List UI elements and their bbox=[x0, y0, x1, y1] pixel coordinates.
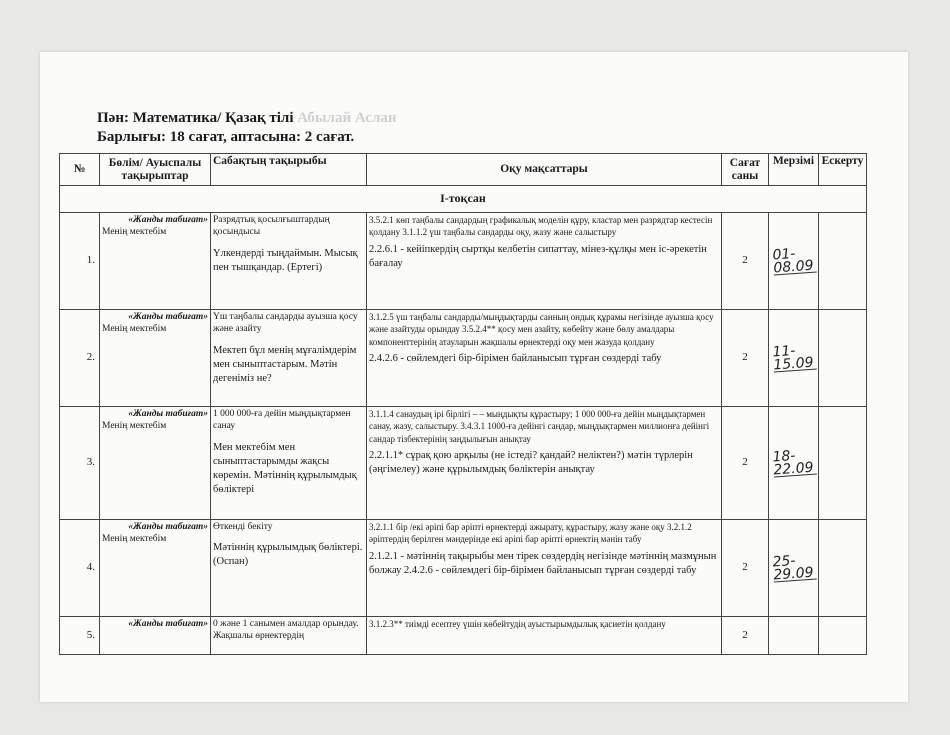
section-subtitle: Менің мектебім bbox=[102, 534, 167, 544]
math-topic: 1 000 000-ға дейін мыңдықтармен санау bbox=[213, 408, 351, 431]
notes-cell bbox=[819, 519, 867, 616]
math-objectives: 3.5.2.1 көп таңбалы сандардың графикалық моделін құру, кластар мен разрядтар кестесін қолдану 3.1.1.2 үш таңбалы сандарды оқу, жазу және салыстыру bbox=[369, 214, 713, 237]
handwritten-date: 25-29.09 bbox=[772, 553, 817, 582]
col-section: Бөлім/ Ауыспалы тақырыптар bbox=[100, 154, 211, 186]
table-row bbox=[60, 519, 867, 616]
language-objectives: 2.1.2.1 - мәтіннің тақырыбы мен тірек сөздердің негізінде мәтіннің мазмұнын болжау 2.4.2.6 - сөйлемдегі бір-бірімен байланысып тұрған сөздерді табу bbox=[369, 550, 717, 576]
math-objectives: 3.1.1.4 санаудың ірі бірлігі – – мыңдықты құрастыру; 1 000 000-ға дейін мыңдықтармен санау, жазу, салыстыру. 3.4.3.1 1000-ға дейінгі сандар, мыңдықтармен миллионға дейінгі сандар тізбектерінің заңдылығын анықтау bbox=[369, 408, 710, 444]
term-row bbox=[60, 186, 867, 213]
row-number: 2. bbox=[60, 309, 100, 406]
hours-cell: 2 bbox=[722, 212, 769, 309]
language-topic: Мәтіннің құрылымдық бөліктері.(Оспан) bbox=[213, 542, 363, 567]
language-topic: Мен мектебім мен сыныптастарымды жақсы көремін. Мәтіннің құрылымдық бөліктері bbox=[213, 441, 357, 495]
section-cell bbox=[100, 406, 211, 519]
language-topic: Мектеп бұл менің мұғалімдерім мен сыныптастарым. Мәтін дегеніміз не? bbox=[213, 344, 357, 384]
section-cell bbox=[100, 616, 211, 654]
teacher-name: Абылай Аслан bbox=[297, 110, 397, 126]
math-topic: Өткенді бекіту bbox=[213, 521, 273, 532]
topic-cell bbox=[211, 309, 367, 406]
col-objectives: Оқу мақсаттары bbox=[367, 154, 722, 186]
deadline-cell bbox=[769, 212, 819, 309]
document-header bbox=[97, 109, 397, 147]
col-topic: Сабақтың тақырыбы bbox=[211, 154, 367, 186]
deadline-cell bbox=[769, 519, 819, 616]
language-objectives: 2.2.1.1* сұрақ қою арқылы (не істеді? қандай? неліктен?) мәтін түрлерін (әңгімелеу) және құрылымдық бөліктерін анықтау bbox=[369, 450, 693, 475]
section-subtitle: Менің мектебім bbox=[102, 324, 167, 334]
notes-cell bbox=[819, 212, 867, 309]
totals-line: Барлығы: 18 сағат, аптасына: 2 сағат. bbox=[97, 129, 355, 145]
math-topic: Разрядтық қосылғыштардың қосындысы bbox=[213, 214, 330, 237]
topic-cell bbox=[211, 519, 367, 616]
handwritten-date: 11-15.09 bbox=[772, 343, 817, 372]
objectives-cell bbox=[367, 519, 722, 616]
hours-cell: 2 bbox=[722, 616, 769, 654]
section-subtitle: Менің мектебім bbox=[102, 421, 167, 431]
deadline-cell bbox=[769, 616, 819, 654]
row-number: 5. bbox=[60, 616, 100, 654]
objectives-cell bbox=[367, 212, 722, 309]
math-objectives: 3.1.2.3** тиімді есептеу үшін көбейтудің ауыстырымдылық қасиетін қолдану bbox=[369, 618, 666, 629]
notes-cell bbox=[819, 616, 867, 654]
handwritten-date: 18-22.09 bbox=[772, 448, 817, 477]
section-title: «Жанды табиғат» bbox=[128, 214, 208, 225]
objectives-cell bbox=[367, 406, 722, 519]
topic-cell bbox=[211, 616, 367, 654]
col-notes: Ескерту bbox=[819, 154, 867, 186]
row-number: 1. bbox=[60, 212, 100, 309]
deadline-cell bbox=[769, 406, 819, 519]
language-objectives: 2.2.6.1 - кейіпкердің сыртқы келбетін сипаттау, мінез-құлқы мен іс-әрекетін бағалау bbox=[369, 243, 707, 269]
math-objectives: 3.1.2.5 үш таңбалы сандарды/мыңдықтарды санның ондық құрамы негізінде ауызша қосу және азайтуды орындау 3.5.2.4** қосу мен азайту, көбейту және бөлу амалдары компоненттерінің атауларын жақшалы өрнектерді оқу мен жазуда қолдану bbox=[369, 311, 714, 347]
col-deadline: Мерзімі bbox=[769, 154, 819, 186]
math-topic: 0 және 1 санымен амалдар орындау. Жақшалы өрнектердің bbox=[213, 618, 359, 641]
table-row bbox=[60, 616, 867, 654]
topic-cell bbox=[211, 406, 367, 519]
deadline-cell bbox=[769, 309, 819, 406]
header-row bbox=[60, 154, 867, 186]
section-cell bbox=[100, 212, 211, 309]
section-cell bbox=[100, 519, 211, 616]
table-row bbox=[60, 406, 867, 519]
section-cell bbox=[100, 309, 211, 406]
plan-table bbox=[59, 153, 867, 655]
handwritten-date: 01-08.09 bbox=[772, 246, 817, 275]
col-hours: Сағат саны bbox=[722, 154, 769, 186]
objectives-cell bbox=[367, 309, 722, 406]
subject-text: Пән: Математика/ Қазақ тілі bbox=[97, 110, 294, 126]
objectives-cell bbox=[367, 616, 722, 654]
section-title: «Жанды табиғат» bbox=[128, 521, 208, 532]
section-title: «Жанды табиғат» bbox=[128, 311, 208, 322]
notes-cell bbox=[819, 406, 867, 519]
section-title: «Жанды табиғат» bbox=[128, 618, 208, 629]
topic-cell bbox=[211, 212, 367, 309]
language-objectives: 2.4.2.6 - сөйлемдегі бір-бірімен байланысып тұрған сөздерді табу bbox=[369, 353, 662, 364]
math-topic: Үш таңбалы сандарды ауызша қосу және азайту bbox=[213, 311, 358, 334]
language-topic: Үлкендерді тыңдаймын. Мысық пен тышқандар. (Ертегі) bbox=[213, 247, 358, 273]
row-number: 3. bbox=[60, 406, 100, 519]
hours-cell: 2 bbox=[722, 406, 769, 519]
term-label: І-тоқсан bbox=[60, 186, 867, 213]
table-row bbox=[60, 309, 867, 406]
row-number: 4. bbox=[60, 519, 100, 616]
notes-cell bbox=[819, 309, 867, 406]
hours-cell: 2 bbox=[722, 519, 769, 616]
subject-line bbox=[97, 109, 397, 128]
section-title: «Жанды табиғат» bbox=[128, 408, 208, 419]
math-objectives: 3.2.1.1 бір /екі әріпі бар әріпті өрнектерді ажырату, құрастыру, жазу және оқу 3.2.1.2 әріптердің берілген мәндерінде екі әріпі бар әріпті өрнектің мәнін табу bbox=[369, 521, 692, 544]
section-subtitle: Менің мектебім bbox=[102, 227, 167, 237]
col-number: № bbox=[60, 154, 100, 186]
hours-cell: 2 bbox=[722, 309, 769, 406]
table-row bbox=[60, 212, 867, 309]
